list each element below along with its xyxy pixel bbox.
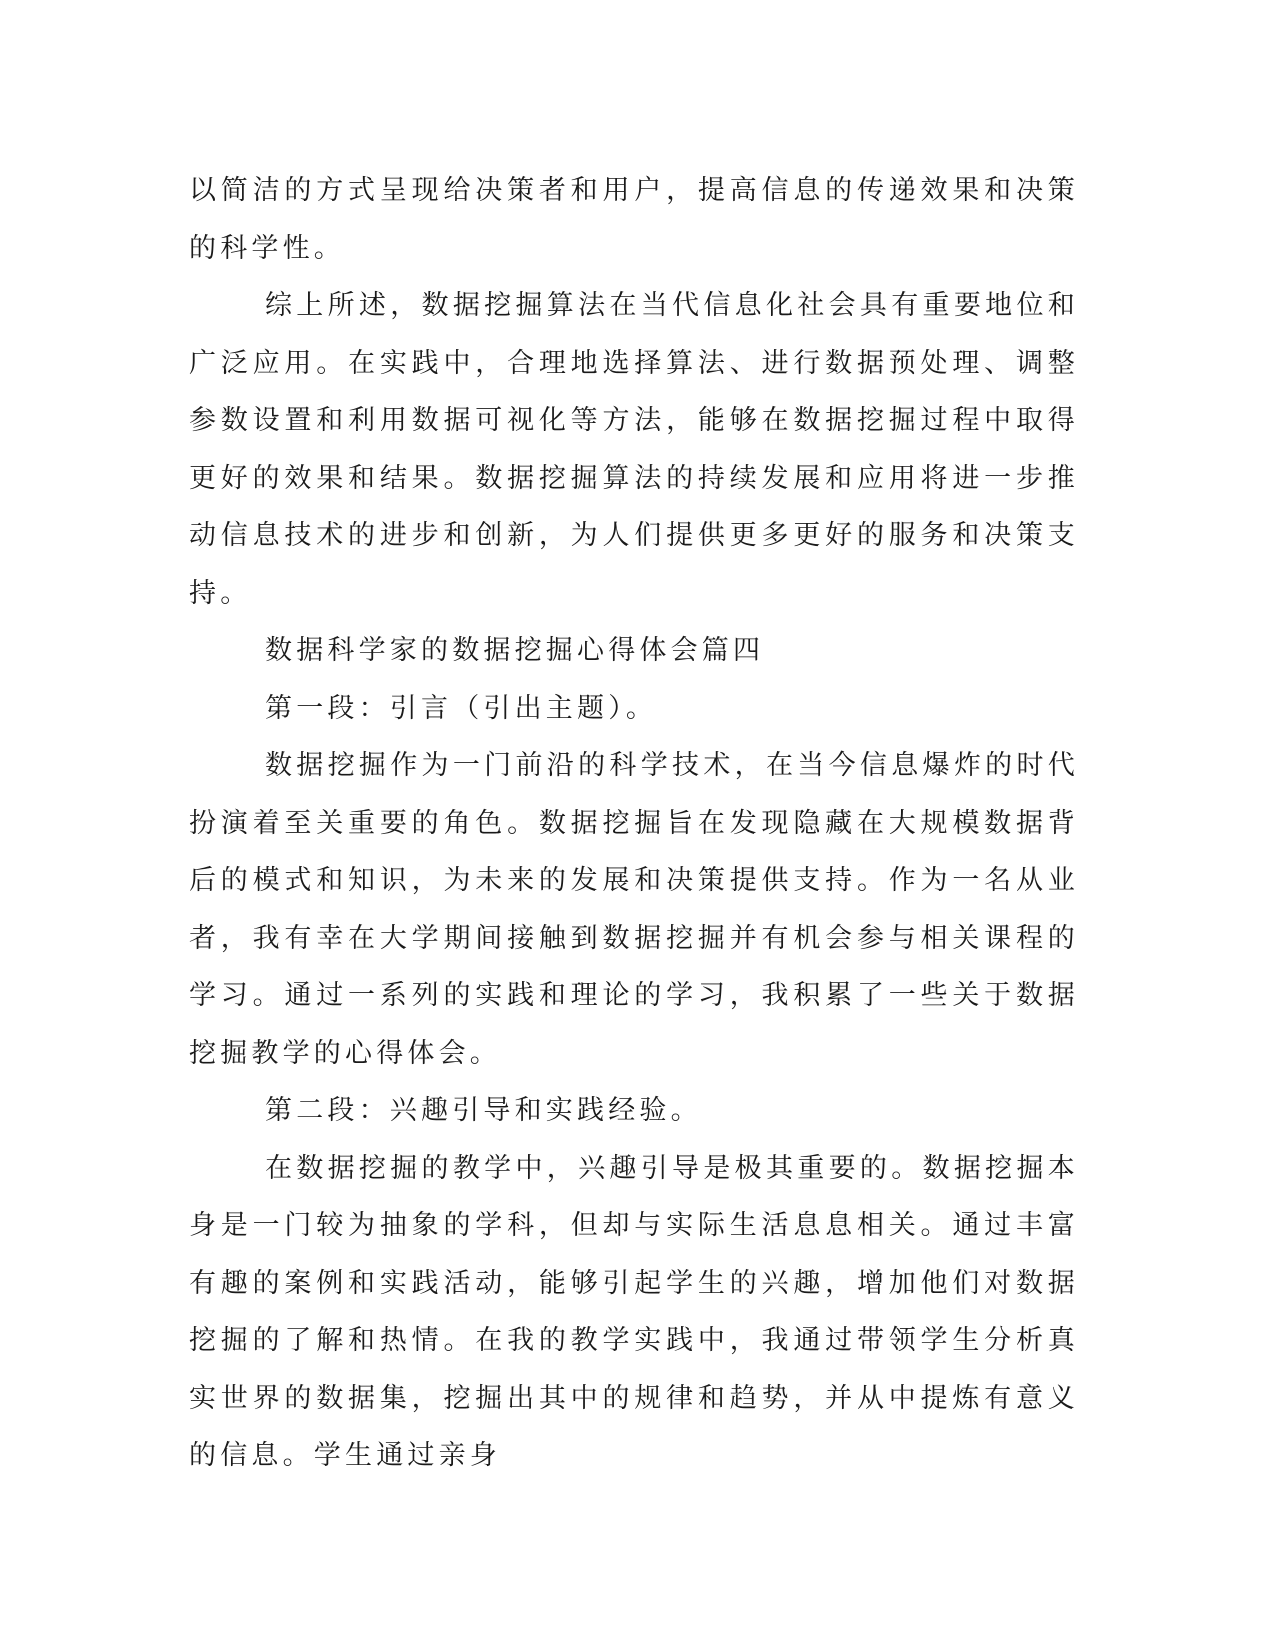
paragraph-interest: 在数据挖掘的教学中，兴趣引导是极其重要的。数据挖掘本身是一门较为抽象的学科，但却与实际生活息息相关。通过丰富有趣的案例和实践活动，能够引起学生的兴趣，增加他们对数据挖掘的了解和热情。在我的教学实践中，我通过带领学生分析真实世界的数据集，挖掘出其中的规律和趋势，并从中提炼有意义的信息。学生通过亲身 — [189, 1152, 1079, 1471]
section-heading: 数据科学家的数据挖掘心得体会篇四 — [265, 635, 765, 666]
subheading-introduction: 第一段：引言（引出主题）。 — [265, 692, 658, 724]
document-body — [189, 162, 1079, 1485]
paragraph-introduction: 数据挖掘作为一门前沿的科学技术，在当今信息爆炸的时代扮演着至关重要的角色。数据挖掘旨在发现隐藏在大规模数据背后的模式和知识，为未来的发展和决策提供支持。作为一名从业者，我有幸在大学期间接触到数据挖掘并有机会参与相关课程的学习。通过一系列的实践和理论的学习，我积累了一些关于数据挖掘教学的心得体会。 — [189, 750, 1079, 1069]
subheading-interest: 第二段：兴趣引导和实践经验。 — [265, 1095, 702, 1126]
paragraph-summary: 综上所述，数据挖掘算法在当代信息化社会具有重要地位和广泛应用。在实践中，合理地选择算法、进行数据预处理、调整参数设置和利用数据可视化等方法，能够在数据挖掘过程中取得更好的效果和结果。数据挖掘算法的持续发展和应用将进一步推动信息技术的进步和创新，为人们提供更多更好的服务和决策支持。 — [189, 290, 1079, 609]
paragraph-continuation: 以简洁的方式呈现给决策者和用户，提高信息的传递效果和决策的科学性。 — [189, 175, 1079, 264]
